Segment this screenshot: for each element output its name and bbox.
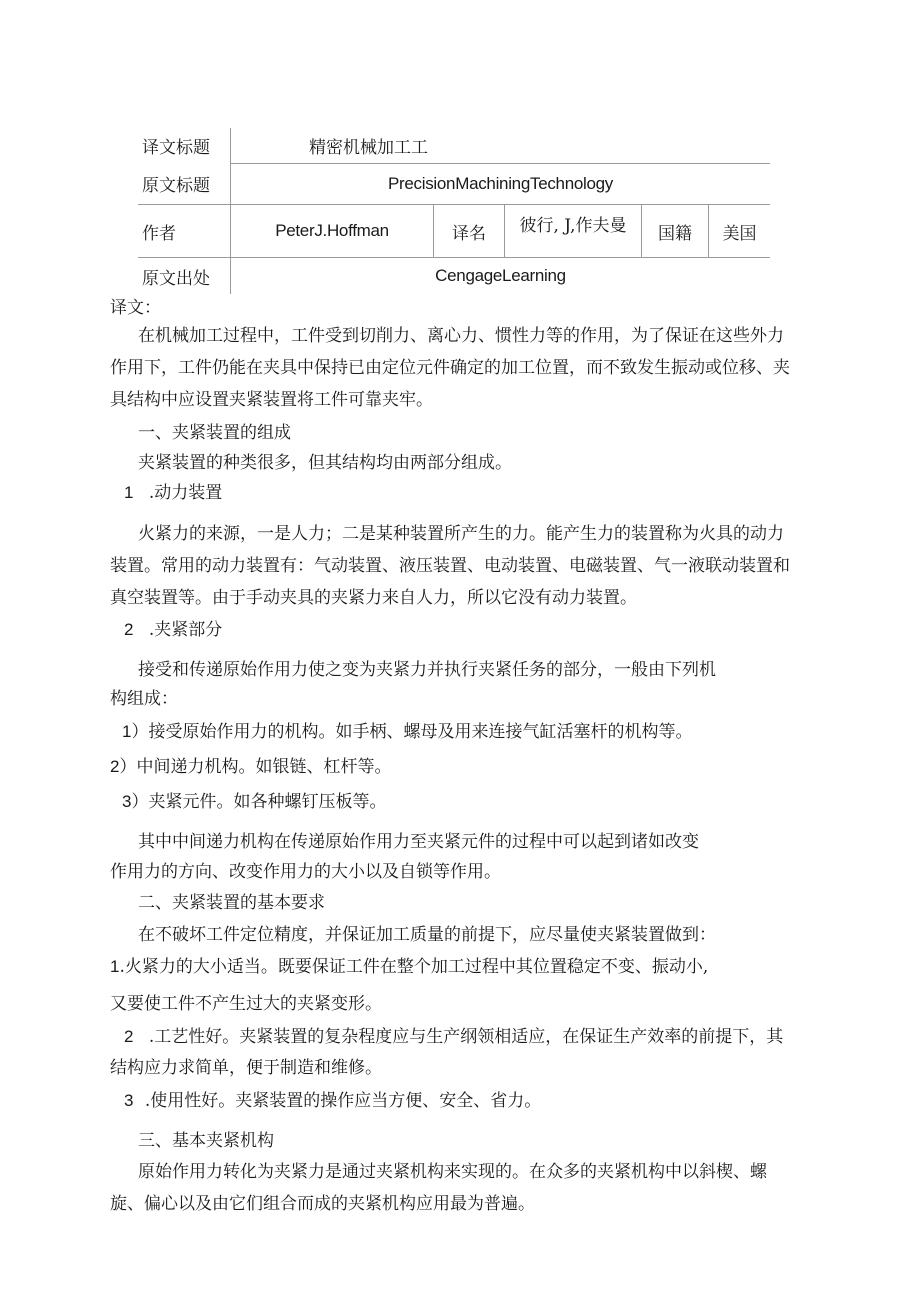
section3-line-1: 原始作用力转化为夹紧力是通过夹紧机构来实现的。在众多的夹紧机构中以斜楔、螺 xyxy=(138,1162,767,1182)
translation-label: 译文： xyxy=(110,298,161,318)
requirement-1-line-2: 又要使工件不产生过大的夹紧变形。 xyxy=(110,994,382,1014)
requirement-1-text: .火紧力的大小适当。既要保证工件在整个加工过程中其位置稳定不变、振动小, xyxy=(119,957,709,977)
intro-line-3: 具结构中应设置夹紧装置将工件可靠夹牢。 xyxy=(110,390,433,410)
nationality: 美国 xyxy=(709,205,771,258)
requirement-2-line-1 xyxy=(124,1027,783,1047)
requirement-3-number: 3 xyxy=(124,1091,134,1110)
requirement-3 xyxy=(124,1091,541,1111)
section1-heading: 一、夹紧装置的组成 xyxy=(138,423,291,443)
requirement-3-text: .使用性好。夹紧装置的操作应当方便、安全、省力。 xyxy=(144,1091,542,1111)
item1-title: .动力装置 xyxy=(148,483,223,503)
sub-item-1-text: ）接受原始作用力的机构。如手柄、螺母及用来连接气缸活塞杆的机构等。 xyxy=(131,722,693,742)
sub-item-1-number: 1 xyxy=(122,722,132,741)
intro-line-2: 作用下，工件仍能在夹具中保持已由定位元件确定的加工位置，而不致发生振动或位移、夹 xyxy=(110,358,790,378)
item1-line-3: 真空装置等。由于手动夹具的夹紧力来自人力，所以它没有动力装置。 xyxy=(110,588,637,608)
requirement-1-line-1 xyxy=(110,957,708,977)
requirement-2-line-2: 结构应力求简单，便于制造和维修。 xyxy=(110,1058,382,1078)
intro-line-1: 在机械加工过程中，工件受到切削力、离心力、惯性力等的作用，为了保证在这些外力 xyxy=(138,326,784,346)
item2-title: .夹紧部分 xyxy=(148,620,223,640)
middle-line-2: 作用力的方向、改变作用力的大小以及自锁等作用。 xyxy=(110,862,501,882)
author-label: 作者 xyxy=(138,205,231,258)
item2-line-2: 构组成： xyxy=(110,689,178,709)
translated-name-label: 译名 xyxy=(434,205,505,258)
requirement-2-number: 2 xyxy=(124,1027,134,1046)
item1-line-1: 火紧力的来源，一是人力；二是某种装置所产生的力。能产生力的装置称为火具的动力 xyxy=(138,524,784,544)
translated-title-label: 译文标题 xyxy=(138,128,231,164)
item1-number: 1 xyxy=(124,483,134,502)
section2-intro: 在不破坏工件定位精度，并保证加工质量的前提下，应尽量使夹紧装置做到： xyxy=(138,925,716,945)
header-table xyxy=(138,128,770,294)
author-name: PeterJ.Hoffman xyxy=(231,205,434,258)
source-label: 原文出处 xyxy=(138,258,231,295)
original-title-label: 原文标题 xyxy=(138,164,231,205)
item1-line-2: 装置。常用的动力装置有：气动装置、液压装置、电动装置、电磁装置、气一液联动装置和 xyxy=(110,556,790,576)
item2-heading xyxy=(124,620,222,640)
item1-heading xyxy=(124,483,222,503)
sub-item-1 xyxy=(122,722,692,742)
section2-heading: 二、夹紧装置的基本要求 xyxy=(138,893,325,913)
middle-line-1: 其中中间递力机构在传递原始作用力至夹紧元件的过程中可以起到诸如改变 xyxy=(138,832,699,852)
source: CengageLearning xyxy=(435,266,566,285)
sub-item-2-number: 2 xyxy=(110,757,120,776)
section3-line-2: 旋、偏心以及由它们组合而成的夹紧机构应用最为普遍。 xyxy=(110,1194,535,1214)
item2-line-1: 接受和传递原始作用力使之变为夹紧力并执行夹紧任务的部分，一般由下列机 xyxy=(138,660,716,680)
requirement-2-text: .工艺性好。夹紧装置的复杂程度应与生产纲领相适应，在保证生产效率的前提下，其 xyxy=(148,1027,784,1047)
item2-number: 2 xyxy=(124,620,134,639)
sub-item-3-number: 3 xyxy=(122,792,132,811)
sub-item-3-text: ）夹紧元件。如各种螺钉压板等。 xyxy=(131,792,387,812)
sub-item-2-text: ）中间递力机构。如银链、杠杆等。 xyxy=(119,757,392,777)
requirement-1-number: 1 xyxy=(110,957,120,976)
sub-item-3 xyxy=(122,792,386,812)
original-title: PrecisionMachiningTechnology xyxy=(231,164,771,205)
sub-item-2 xyxy=(110,757,391,777)
translated-title: 精密机械加工工 xyxy=(231,128,771,164)
translated-name: 彼行, J,作夫曼 xyxy=(505,205,642,258)
section1-intro: 夹紧装置的种类很多，但其结构均由两部分组成。 xyxy=(138,453,512,473)
section3-heading: 三、基本夹紧机构 xyxy=(138,1131,274,1151)
nationality-label: 国籍 xyxy=(642,205,709,258)
